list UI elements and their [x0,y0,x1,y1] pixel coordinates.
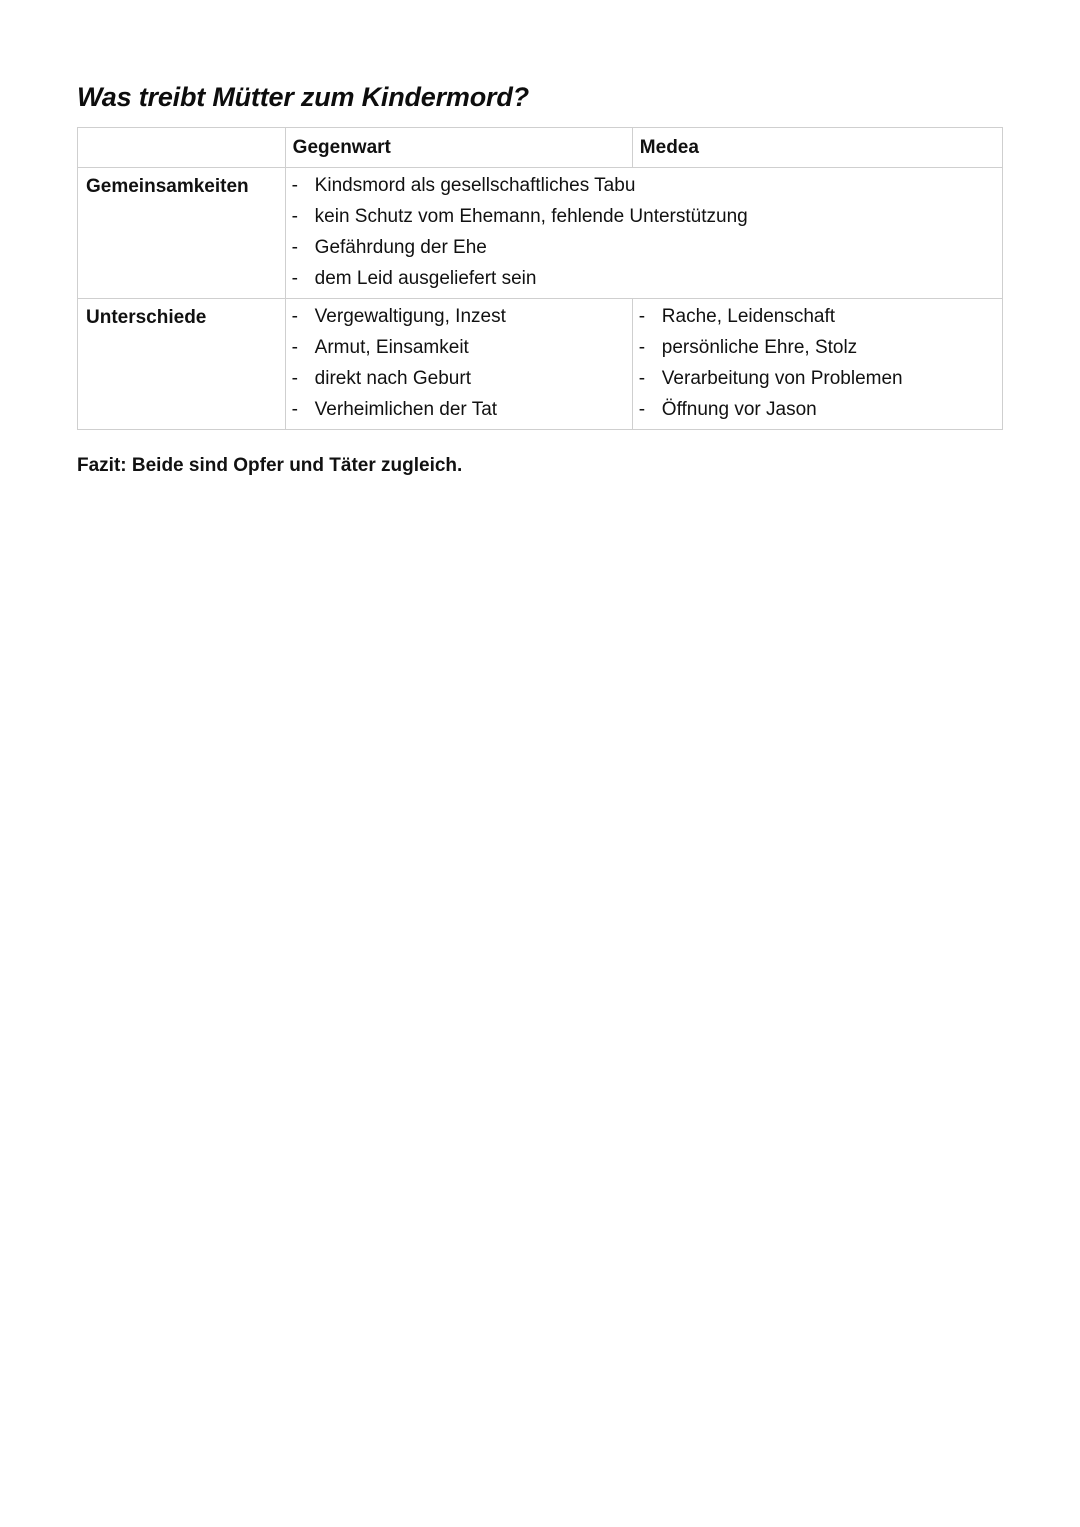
list-item-text: dem Leid ausgeliefert sein [314,268,537,289]
list-item-text: Vergewaltigung, Inzest [314,306,506,327]
conclusion-text: Fazit: Beide sind Opfer und Täter zugleich. [77,455,463,476]
bullet-dash: - [638,368,646,389]
list-item [292,363,626,394]
list-item-text: direkt nach Geburt [314,368,471,389]
bullet-dash: - [291,206,298,227]
table-header-row [78,128,1003,168]
list-item-text: Armut, Einsamkeit [314,337,469,358]
row-label-common: Gemeinsamkeiten [78,168,286,299]
bullet-dash: - [291,175,298,196]
list-item [292,263,996,294]
list-item-text: Verheimlichen der Tat [314,399,498,420]
table-row-differences [78,299,1003,430]
list-item [292,394,626,425]
differences-present-cell [285,299,632,430]
list-item-text: Rache, Leidenschaft [661,306,836,327]
bullet-dash: - [291,306,298,327]
list-item [292,332,626,363]
bullet-dash: - [638,337,646,358]
list-item-text: kein Schutz vom Ehemann, fehlende Unterstützung [314,206,748,227]
differences-medea-cell [632,299,1002,430]
header-medea: Medea [632,128,1002,168]
comparison-table [77,127,1003,430]
differences-medea-list [633,299,1002,429]
list-item [292,301,626,332]
list-item-text: persönliche Ehre, Stolz [661,337,858,358]
list-item [639,301,996,332]
bullet-dash: - [638,399,646,420]
list-item [292,170,996,201]
list-item-text: Öffnung vor Jason [661,399,817,420]
list-item-text: Gefährdung der Ehe [314,237,487,258]
list-item [639,394,996,425]
common-items-cell [285,168,1002,299]
list-item [639,363,996,394]
bullet-dash: - [291,399,298,420]
list-item-text: Kindsmord als gesellschaftliches Tabu [314,175,636,196]
differences-present-list [286,299,632,429]
list-item [292,232,996,263]
list-item-text: Verarbeitung von Problemen [661,368,903,389]
header-empty-cell [78,128,286,168]
table-row-common [78,168,1003,299]
page-title: Was treibt Mütter zum Kindermord? [77,82,529,112]
bullet-dash: - [638,306,646,327]
row-label-differences: Unterschiede [78,299,286,430]
list-item [292,201,996,232]
header-present: Gegenwart [285,128,632,168]
list-item [639,332,996,363]
bullet-dash: - [291,268,298,289]
bullet-dash: - [291,368,298,389]
common-items-list [286,168,1002,298]
bullet-dash: - [291,237,298,258]
bullet-dash: - [291,337,298,358]
